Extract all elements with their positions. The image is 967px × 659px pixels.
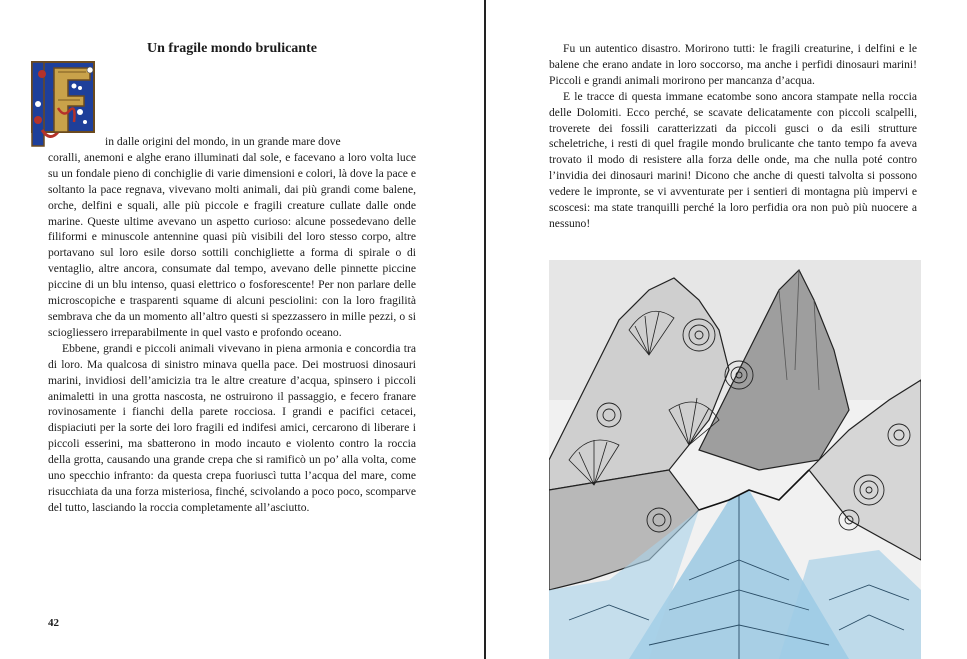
left-page-body: [48, 134, 416, 516]
page-number: 42: [48, 617, 59, 629]
paragraph-4: E le tracce di questa immane ecatombe sono ancora stampate nella roccia delle Dolomiti. Ecco perché, se scavate delicatamente con piccoli scalpelli, troverete dei fossili caratterizzati da piccoli gusci o da esili strutture scheletriche, i resti di quel fragile mondo brulicante che tanto tempo fa aveva trovato il modo di resistere alla forza delle onde, ma che nulla poté contro l’invidia dei dinosauri marini! Dicono che anche di questi talvolta si possono vedere le impronte, se vi avventurate per i sentieri di montagna più impervi e scoscesi: ma state tranquilli perché la loro perfidia ora non può più nuocere a nessuno!: [549, 89, 917, 230]
right-page-body: [549, 41, 917, 232]
chapter-title: Un fragile mondo brulicante: [147, 41, 317, 56]
mountain-fossil-illustration: [549, 260, 921, 659]
paragraph-1: coralli, anemoni e alghe erano illuminati dal sole, e facevano a loro volta luce su un fondale pieno di conchiglie di varie dimensioni e colori, là dove la pace e soltanto la pace regnava, vivevano molti animali, dai più grandi come balene, orche, delfini e squali, alle più piccole e fragili creature cullate dalle onde marine. Queste ultime avevano un aspetto curioso: alcune possedevano delle filiformi e minuscole antennine quasi più visibili del loro stesso corpo, altre portavano sul loro esile dorso sottili conchigliette a forma di spirale o di ventaglio, altre ancora, consumate dal tempo, avevano delle pinnette piccine piccine di un blu intenso, quasi elettrico o fosforescente! Per non parlare delle microscopiche e trasparenti squame di alcuni pesciolini: con la loro fragilità sembrava che da un momento all’altro questi si spezzassero in mille pezzi, o si sciogliessero irreparabilmente in quel vasto e profondo oceano.: [48, 150, 416, 339]
dolomites-fossils-drawing: [549, 260, 921, 659]
paragraph-2: Ebbene, grandi e piccoli animali vivevano in piena armonia e concordia tra di loro. Ma qualcosa di sinistro minava quella pace. Dei mostruosi dinosauri marini, invidiosi dell’amicizia tra le altre creature d’acqua, spinsero i piccoli animaletti in una grotta nascosta, ne ostruirono il passaggio, e fecero franare rovinosamente i fianchi della parete rocciosa. I grandi e pacifici cetacei, dispiaciuti per la sorte dei loro fragili ed indifesi amici, cercarono di liberare i piccoli esserini, ma sbatterono in modo incauto e violento contro la roccia della grotta, causando una grande crepa che si ramificò un po’ alla volta, come uno specchio infranto: da questa crepa fuoriuscì tutta l’acqua del mare, come risucchiata da una forza misteriosa, finché, scivolando a poco poco, scomparve del tutto, lasciando la roccia completamente all’asciutto.: [48, 341, 416, 514]
paragraph-first-line: in dalle origini del mondo, in un grande mare dove: [105, 135, 341, 148]
paragraph-3: Fu un autentico disastro. Morirono tutti: le fragili creaturine, i delfini e le balene che erano andate in loro soccorso, ma anche i perfidi dinosauri marini! Piccoli e grandi animali morirono per mancanza d’acqua.: [549, 42, 917, 87]
